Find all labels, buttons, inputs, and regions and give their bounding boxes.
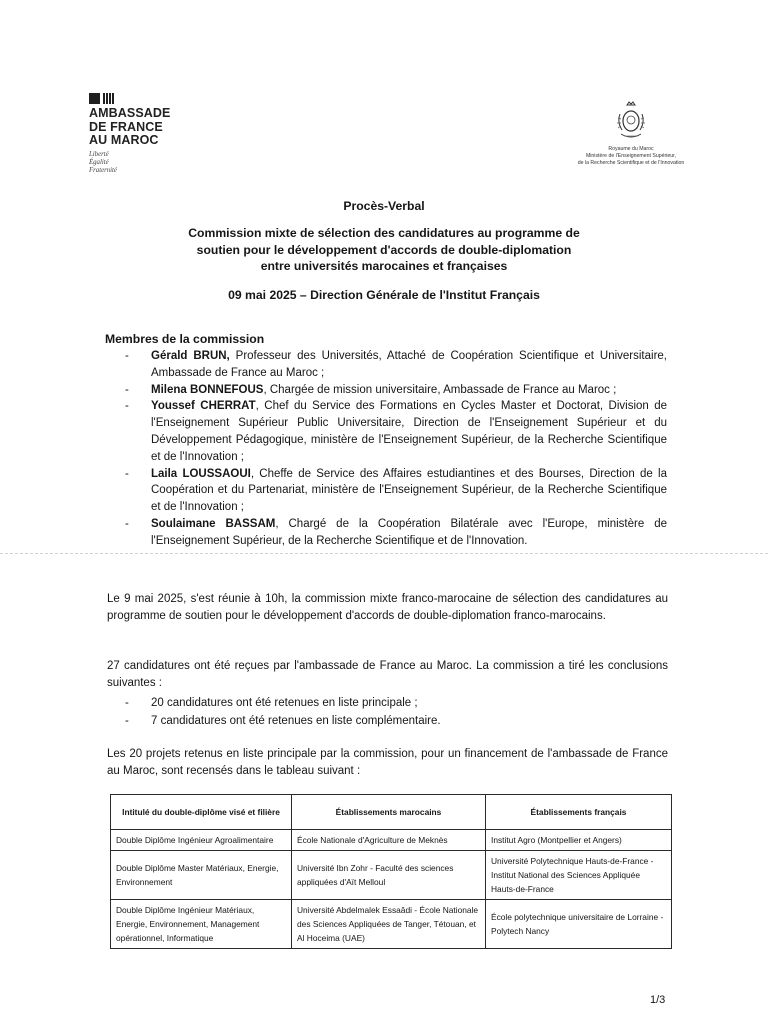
member-name: Milena BONNEFOUS bbox=[151, 383, 264, 396]
members-heading: Membres de la commission bbox=[105, 332, 265, 346]
table-cell: Double Diplôme Ingénieur Agroalimentaire bbox=[111, 830, 292, 851]
conclusions-list bbox=[118, 694, 441, 730]
table-cell: Université Abdelmalek Essaâdi - École Nationale des Sciences Appliquées de Tanger, Tétouan, et Al Hoceima (UAE) bbox=[292, 900, 486, 949]
table-cell: Université Polytechnique Hauts-de-France - Institut National des Sciences Appliquée Hauts-de-France bbox=[486, 851, 672, 900]
embassy-name-line: AMBASSADE bbox=[89, 106, 171, 120]
member-item bbox=[118, 466, 667, 516]
ministry-line: Ministère de l'Enseignement Supérieur, bbox=[585, 153, 677, 159]
motto-line: Fraternité bbox=[89, 167, 117, 175]
moroccan-coat-of-arms-icon bbox=[614, 100, 648, 142]
applications-paragraph: 27 candidatures ont été reçues par l'ambassade de France au Maroc. La commission a tiré les conclusions suivantes : bbox=[107, 660, 668, 689]
scan-fold-line bbox=[0, 553, 768, 554]
motto-line: Égalité bbox=[89, 158, 109, 166]
member-name: Youssef CHERRAT bbox=[151, 400, 256, 413]
member-description: Professeur des Universités, Attaché de Coopération Scientifique et Universitaire, Ambassade de France au Maroc ; bbox=[151, 350, 667, 379]
table-row bbox=[111, 851, 672, 900]
subtitle-line: Commission mixte de sélection des candidatures au programme de bbox=[188, 226, 580, 240]
table-cell: École polytechnique universitaire de Lorraine - Polytech Nancy bbox=[486, 900, 672, 949]
member-name: Soulaimane BASSAM bbox=[151, 517, 276, 530]
embassy-logo bbox=[89, 93, 170, 176]
member-description: , Cheffe de Service des Affaires estudiantines et des Bourses, Direction de la Coopération et du Partenariat, ministère de l'Enseignement Supérieur, de la Recherche Scientifique et de l'Innovation ; bbox=[151, 467, 667, 514]
member-name: Laila LOUSSAOUI bbox=[151, 467, 251, 480]
member-item bbox=[118, 516, 667, 550]
kingdom-line: Royaume du Maroc bbox=[608, 146, 654, 152]
subtitle-line: entre universités marocaines et françaises bbox=[260, 259, 508, 273]
member-item bbox=[118, 398, 667, 465]
meeting-date: 09 mai 2025 – Direction Générale de l'Institut Français bbox=[228, 288, 540, 302]
document-subtitle bbox=[120, 225, 648, 275]
ministry-line: de la Recherche Scientifique et de l'Innovation bbox=[577, 160, 685, 166]
document-title: Procès-Verbal bbox=[343, 199, 425, 213]
member-item bbox=[118, 382, 667, 399]
table-cell: Double Diplôme Master Matériaux, Energie, Environnement bbox=[111, 851, 292, 900]
subtitle-line: soutien pour le développement d'accords de double-diplomation bbox=[196, 242, 572, 257]
projects-table bbox=[110, 794, 672, 949]
table-row bbox=[111, 830, 672, 851]
member-name: Gérald BRUN, bbox=[151, 350, 230, 362]
table-header-row bbox=[111, 795, 672, 830]
column-header-moroccan-institutions: Établissements marocains bbox=[292, 795, 486, 830]
projects-paragraph: Les 20 projets retenus en liste principale par la commission, pour un financement de l'ambassade de France au Maroc, sont recensés dans le tableau suivant : bbox=[107, 748, 668, 777]
member-description: , Chargé de la Coopération Bilatérale avec l'Europe, ministère de l'Enseignement Supérieur, de la Recherche Scientifique et de l'Innovation. bbox=[151, 517, 667, 547]
republic-motto bbox=[89, 151, 170, 176]
table-cell: Double Diplôme Ingénieur Matériaux, Energie, Environnement, Management opérationnel, Informatique bbox=[111, 900, 292, 949]
motto-line: Liberté bbox=[89, 150, 109, 158]
meeting-paragraph: Le 9 mai 2025, s'est réunie à 10h, la commission mixte franco-marocaine de sélection des candidatures au programme de soutien pour le développement d'accords de double-diplomation franco-marocains. bbox=[107, 593, 668, 622]
table-cell: Institut Agro (Montpellier et Angers) bbox=[486, 830, 672, 851]
page-number: 1/3 bbox=[650, 994, 666, 1006]
conclusion-item: - 20 candidatures ont été retenues en liste principale ; bbox=[118, 694, 441, 712]
conclusion-item: - 7 candidatures ont été retenues en liste complémentaire. bbox=[118, 712, 441, 730]
table-cell: École Nationale d'Agriculture de Meknès bbox=[292, 830, 486, 851]
column-header-diploma: Intitulé du double-diplôme visé et filière bbox=[111, 795, 292, 830]
embassy-name bbox=[89, 107, 170, 148]
table-row bbox=[111, 900, 672, 949]
kingdom-header bbox=[572, 100, 690, 167]
embassy-name-line: DE FRANCE bbox=[89, 119, 163, 134]
member-description: , Chef du Service des Formations en Cycles Master et Doctorat, Division de l'Enseignement Supérieur Public Universitaire, Direction de l'Enseignement Supérieur et du Développement Pédagogique, ministère de l'Enseignement Supérieur, de la Recherche Scientifique et de l'Innovation ; bbox=[151, 400, 667, 463]
column-header-french-institutions: Établissements français bbox=[486, 795, 672, 830]
republic-flag-icon bbox=[89, 93, 170, 104]
table-cell: Université Ibn Zohr - Faculté des sciences appliquées d'Aït Melloul bbox=[292, 851, 486, 900]
member-description: , Chargée de mission universitaire, Ambassade de France au Maroc ; bbox=[263, 383, 617, 396]
members-list bbox=[118, 348, 667, 550]
embassy-name-line: AU MAROC bbox=[89, 133, 159, 147]
member-item bbox=[118, 348, 667, 382]
